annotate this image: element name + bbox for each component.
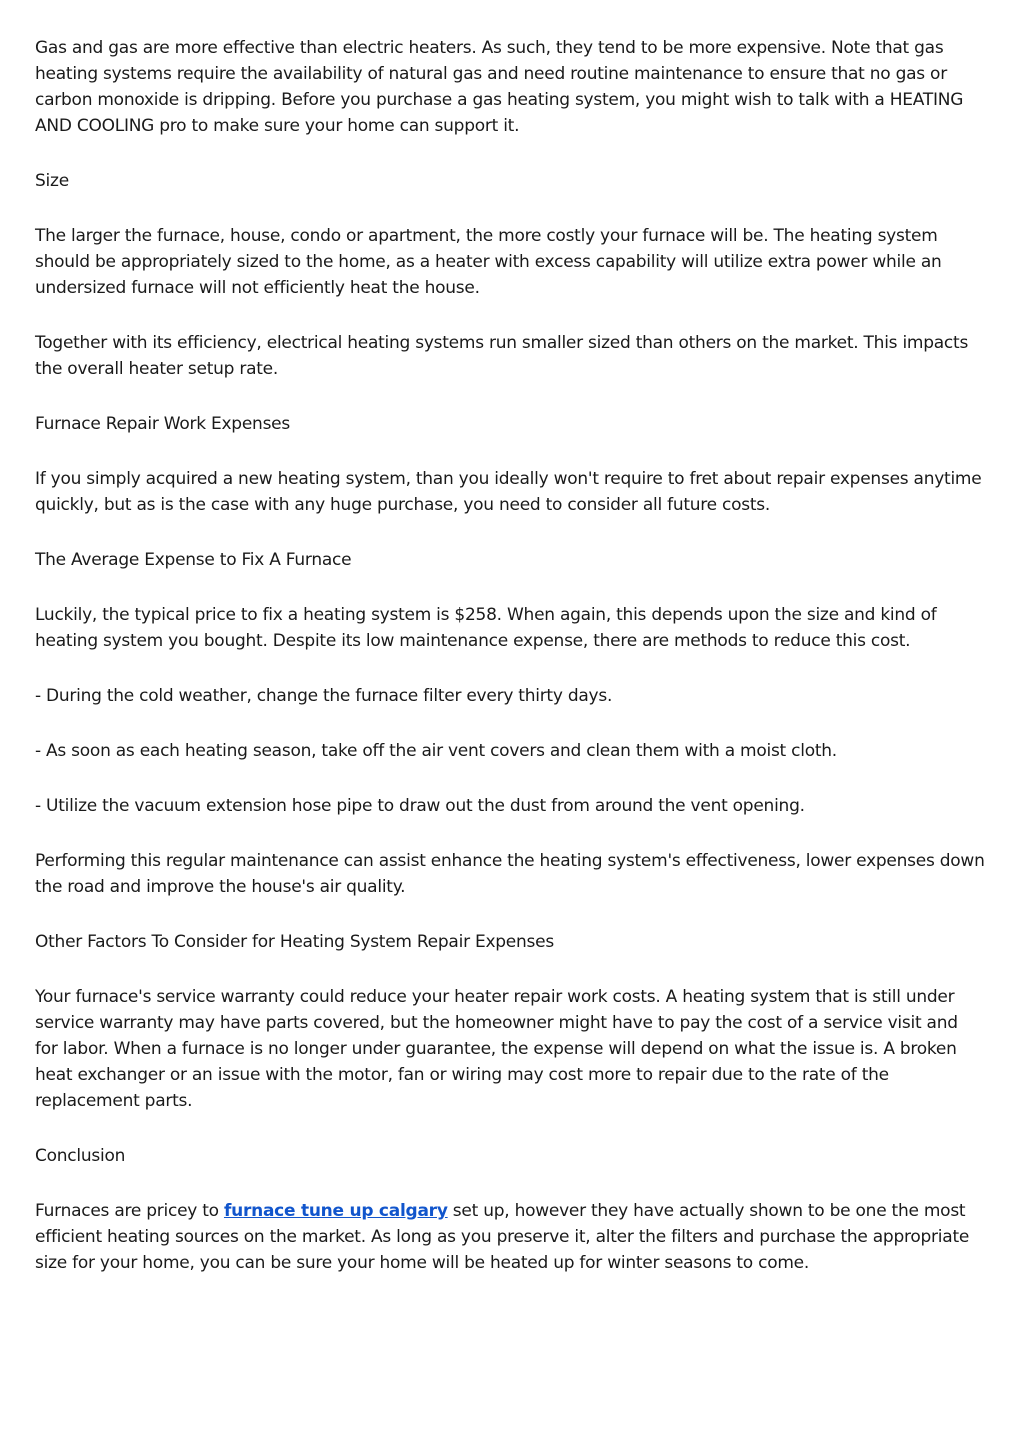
list-item-filter: - During the cold weather, change the furnace filter every thirty days. [35,686,613,706]
heading-other-factors: Other Factors To Consider for Heating System Repair Expenses [35,932,554,952]
heading-repair-expenses: Furnace Repair Work Expenses [35,414,290,434]
furnace-tune-up-link[interactable]: furnace tune up calgary [223,1201,448,1221]
list-item-vent-covers: - As soon as each heating season, take off the air vent covers and clean them with a moist cloth. [35,741,837,761]
paragraph-typical-price: Luckily, the typical price to fix a heating system is $258. When again, this depends upon the size and kind of heating system you bought. Despite its low maintenance expense, there are methods to reduce this cost. [35,605,937,651]
heading-average-expense: The Average Expense to Fix A Furnace [35,550,352,570]
heading-size: Size [35,171,69,191]
list-item-vacuum: - Utilize the vacuum extension hose pipe to draw out the dust from around the vent opening. [35,796,805,816]
conclusion-text-before-link: Furnaces are pricey to [35,1201,224,1221]
paragraph-electrical: Together with its efficiency, electrical heating systems run smaller sized than others on the market. This impacts the overall heater setup rate. [35,333,969,379]
paragraph-gas-intro: Gas and gas are more effective than electric heaters. As such, they tend to be more expensive. Note that gas heating systems require the availability of natural gas and need routine maintenance to ensure that no gas or carbon monoxide is dripping. Before you purchase a gas heating system, you might wish to talk with a HEATING AND COOLING pro to make sure your home can support it. [35,38,964,136]
paragraph-conclusion [35,1198,985,1276]
heading-conclusion: Conclusion [35,1146,126,1166]
paragraph-maintenance: Performing this regular maintenance can assist enhance the heating system's effectiveness, lower expenses down the road and improve the house's air quality. [35,851,985,897]
paragraph-size: The larger the furnace, house, condo or apartment, the more costly your furnace will be. The heating system should be appropriately sized to the home, as a heater with excess capability will utilize extra power while an undersized furnace will not efficiently heat the house. [35,226,942,298]
conclusion-text-after-link: set up, however they have actually shown to be one the most efficient heating sources on the market. As long as you preserve it, alter the filters and purchase the appropriate size for your home, you can be sure your home will be heated up for winter seasons to come. [35,1201,970,1273]
paragraph-warranty: Your furnace's service warranty could reduce your heater repair work costs. A heating system that is still under service warranty may have parts covered, but the homeowner might have to pay the cost of a service visit and for labor. When a furnace is no longer under guarantee, the expense will depend on what the issue is. A broken heat exchanger or an issue with the motor, fan or wiring may cost more to repair due to the rate of the replacement parts. [35,987,958,1111]
document-body [35,35,985,1305]
paragraph-new-system: If you simply acquired a new heating system, than you ideally won't require to fret about repair expenses anytime quickly, but as is the case with any huge purchase, you need to consider all future costs. [35,469,982,515]
